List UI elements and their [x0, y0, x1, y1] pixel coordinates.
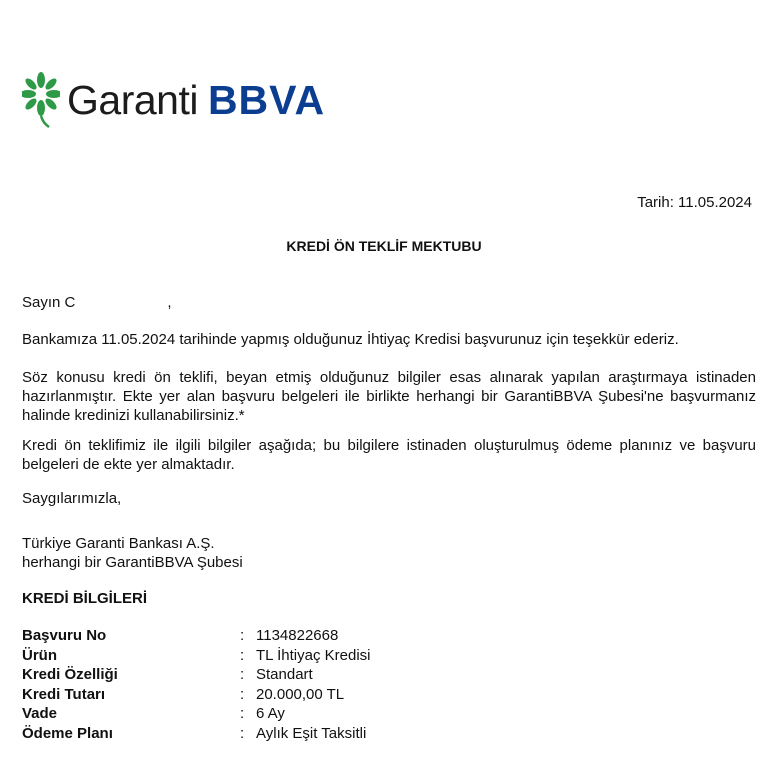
- credit-value: 1134822668: [256, 627, 339, 644]
- credit-label: Ürün: [22, 646, 57, 664]
- branch-name: herhangi bir GarantiBBVA Şubesi: [22, 554, 243, 571]
- credit-value: Standart: [256, 666, 313, 683]
- credit-row-application-no: [22, 626, 371, 646]
- credit-label: Kredi Özelliği: [22, 666, 118, 683]
- credit-row-feature: [22, 665, 371, 685]
- salutation: [22, 293, 756, 312]
- credit-row-term: [22, 704, 371, 724]
- credit-separator: :: [240, 685, 245, 703]
- paragraph-offer: Söz konusu kredi ön teklifi, beyan etmiş olduğunuz bilgiler esas alınarak yapılan araştırmaya istinaden hazırlanmıştır. Ekte yer alan başvuru belgeleri ile birlikte herhangi bir GarantiBBVA Şubesi'ne başvurmanız halinde kredinizi kullanabilirsiniz.*: [22, 369, 756, 424]
- credit-row-payment-plan: [22, 724, 371, 744]
- credit-separator: :: [240, 646, 245, 664]
- garanti-bbva-logo: [22, 70, 325, 130]
- credit-separator: :: [240, 627, 245, 644]
- salutation-tail: ,: [167, 294, 172, 311]
- credit-info-heading: KREDİ BİLGİLERİ: [22, 590, 148, 607]
- credit-row-product: [22, 646, 371, 666]
- paragraph-details: Kredi ön teklifimiz ile ilgili bilgiler aşağıda; bu bilgilere istinaden oluşturulmuş ödeme planınız ve başvuru belgeleri de ekte yer almaktadır.: [22, 437, 756, 473]
- clover-icon: [22, 71, 60, 129]
- credit-value: 6 Ay: [256, 705, 285, 722]
- credit-label: Vade: [22, 705, 58, 722]
- bank-name: Türkiye Garanti Bankası A.Ş.: [22, 535, 215, 552]
- credit-label: Kredi Tutarı: [22, 685, 106, 703]
- closing: Saygılarımızla,: [22, 490, 122, 507]
- credit-value: 20.000,00 TL: [256, 685, 345, 703]
- credit-value: TL İhtiyaç Kredisi: [256, 646, 371, 664]
- logo-text-bbva: BBVA: [207, 76, 326, 123]
- credit-label: Başvuru No: [22, 627, 107, 644]
- credit-separator: :: [240, 705, 245, 722]
- credit-row-amount: [22, 685, 371, 705]
- paragraph-thanks: Bankamıza 11.05.2024 tarihinde yapmış olduğunuz İhtiyaç Kredisi başvurunuz için teşekkür ederiz.: [22, 331, 679, 348]
- credit-separator: :: [240, 724, 245, 742]
- credit-label: Ödeme Planı: [22, 724, 113, 742]
- logo-text-garanti: Garanti: [67, 76, 198, 123]
- letter-title: KREDİ ÖN TEKLİF MEKTUBU: [286, 238, 482, 254]
- credit-info-table: [22, 626, 371, 743]
- letter-date: Tarih: 11.05.2024: [637, 194, 752, 211]
- redacted-name: [75, 297, 167, 309]
- credit-separator: :: [240, 666, 245, 683]
- credit-value: Aylık Eşit Taksitli: [256, 724, 367, 742]
- salutation-text: Sayın C: [22, 294, 76, 311]
